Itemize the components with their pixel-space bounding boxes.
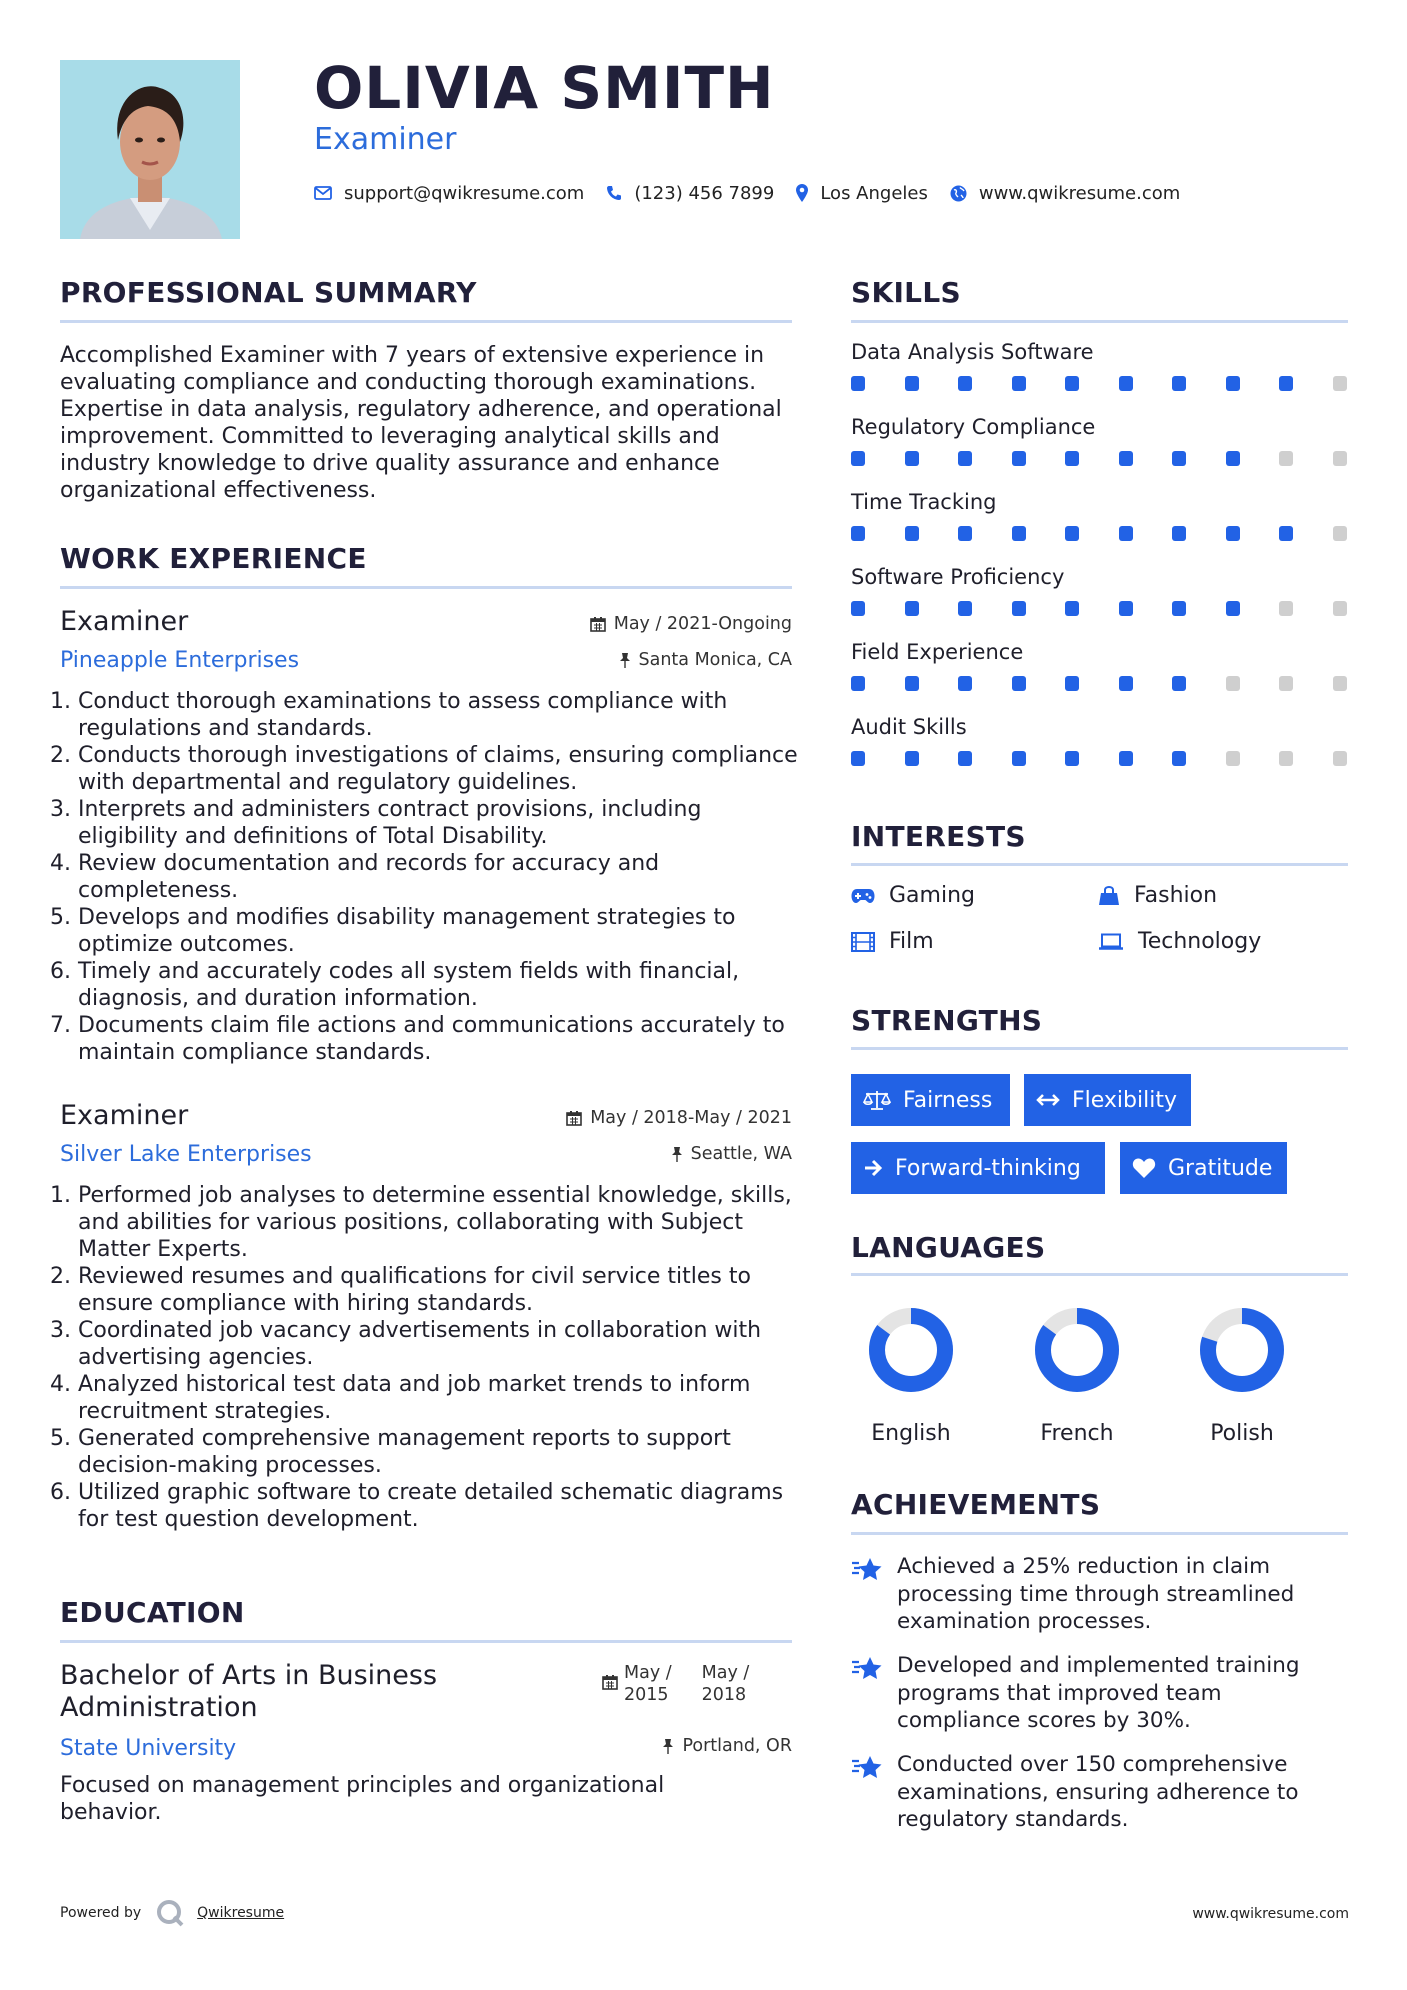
strength-badge	[1024, 1074, 1191, 1126]
job-duties	[60, 688, 802, 1066]
language-donut	[1017, 1305, 1137, 1395]
contact-bar	[314, 178, 1202, 208]
rating-dot-filled	[958, 526, 972, 541]
rating-dot-filled	[1065, 601, 1079, 616]
skill-row	[851, 415, 1348, 490]
rating-dot-empty	[1333, 676, 1347, 691]
rating-dot-empty	[1333, 601, 1347, 616]
rating-dot-filled	[905, 451, 919, 466]
education-divider	[60, 1640, 792, 1643]
star-achievement-icon	[851, 1656, 883, 1682]
summary-text: Accomplished Examiner with 7 years of extensive experience in evaluating compliance and conducting thorough examinations. Expertise in data analysis, regulatory adherence, and operational improvement. Committed to leveraging analytical skills and industry knowledge to drive quality assurance and enhance organizational effectiveness.	[60, 343, 782, 503]
language-item	[1182, 1305, 1302, 1446]
strength-label: Flexibility	[1072, 1087, 1177, 1113]
achievements-heading: ACHIEVEMENTS	[851, 1488, 1101, 1521]
rating-dot-filled	[1065, 376, 1079, 391]
languages-heading: LANGUAGES	[851, 1231, 1046, 1264]
education-location-text: Portland, OR	[682, 1736, 792, 1756]
language-name: English	[871, 1421, 951, 1446]
pushpin-icon	[671, 1146, 683, 1162]
language-item	[1017, 1305, 1137, 1446]
education-location	[500, 1736, 792, 1756]
languages-divider	[851, 1273, 1348, 1276]
interest-item	[1098, 883, 1217, 908]
contact-website[interactable]	[950, 183, 1180, 204]
job-dates	[500, 614, 792, 634]
strength-badge	[851, 1142, 1105, 1194]
summary-divider	[60, 320, 792, 323]
rating-dot-filled	[1012, 676, 1026, 691]
education-description: Focused on management principles and organizational behavior.	[60, 1773, 665, 1825]
language-item	[851, 1305, 971, 1446]
rating-dot-filled	[1279, 526, 1293, 541]
rating-dot-filled	[1012, 751, 1026, 766]
interest-label: Gaming	[889, 883, 975, 908]
calendar-icon	[602, 1674, 618, 1690]
star-achievement-icon	[851, 1557, 883, 1583]
duty-item: 6. Utilized graphic software to create detailed schematic diagrams for test question development.	[78, 1479, 802, 1533]
strength-badge	[851, 1074, 1010, 1126]
contact-website-text: www.qwikresume.com	[978, 182, 1181, 204]
rating-dot-filled	[851, 676, 865, 691]
language-donut	[851, 1305, 971, 1395]
rating-dot-filled	[1065, 451, 1079, 466]
duty-item: 1. Conduct thorough examinations to assess compliance with regulations and standards.	[78, 688, 802, 742]
pushpin-icon	[662, 1738, 674, 1754]
rating-dot-filled	[1172, 751, 1186, 766]
rating-dot-filled	[1226, 376, 1240, 391]
education-end-label: May /	[701, 1663, 750, 1683]
contact-phone[interactable]	[606, 183, 774, 204]
gamepad-icon	[851, 888, 875, 904]
rating-dot-filled	[1226, 451, 1240, 466]
achievement-text: Developed and implemented training programs that improved team compliance scores by 30%.	[897, 1653, 1300, 1733]
skill-name: Field Experience	[851, 640, 1024, 664]
achievement-item	[851, 1553, 1348, 1636]
interest-label: Film	[889, 929, 934, 954]
contact-location	[796, 183, 928, 204]
rating-dot-filled	[905, 601, 919, 616]
rating-dot-filled	[851, 376, 865, 391]
rating-dot-filled	[1119, 676, 1133, 691]
rating-dot-filled	[905, 526, 919, 541]
strength-label: Gratitude	[1168, 1155, 1273, 1181]
duty-item: 3. Coordinated job vacancy advertisements in collaboration with advertising agencies.	[78, 1317, 802, 1371]
job-duties	[60, 1182, 802, 1533]
skill-row	[851, 340, 1348, 415]
skill-name: Data Analysis Software	[851, 340, 1094, 364]
duty-item: 4. Analyzed historical test data and job market trends to inform recruitment strategies.	[78, 1371, 802, 1425]
rating-dot-empty	[1226, 676, 1240, 691]
interests-heading: INTERESTS	[851, 820, 1026, 853]
duty-item: 3. Interprets and administers contract provisions, including eligibility and definitions of Total Disability.	[78, 796, 802, 850]
degree-line-2: Administration	[60, 1692, 258, 1723]
education-heading: EDUCATION	[60, 1596, 245, 1629]
arrow-right-icon	[863, 1159, 883, 1177]
education-start	[624, 1662, 672, 1706]
rating-dot-filled	[1172, 601, 1186, 616]
rating-dot-filled	[1065, 751, 1079, 766]
rating-dot-filled	[1119, 751, 1133, 766]
powered-by-text: Powered by	[60, 1905, 142, 1921]
rating-dot-filled	[851, 751, 865, 766]
school-name: State University	[60, 1736, 237, 1761]
skill-name: Time Tracking	[851, 490, 997, 514]
language-name: French	[1040, 1421, 1114, 1446]
job-title: Examiner	[60, 1100, 189, 1131]
skill-rating	[851, 451, 1347, 466]
rating-dot-filled	[958, 376, 972, 391]
job-dates	[500, 1108, 792, 1128]
rating-dot-filled	[1012, 376, 1026, 391]
duty-item: 2. Reviewed resumes and qualifications for civil service titles to ensure compliance with hiring standards.	[78, 1263, 802, 1317]
contact-email-text: support@qwikresume.com	[344, 182, 585, 204]
degree-line-1: Bachelor of Arts in Business	[60, 1660, 438, 1691]
achievements-divider	[851, 1532, 1348, 1535]
rating-dot-filled	[851, 451, 865, 466]
strength-label: Fairness	[903, 1087, 993, 1113]
job-dates-text: May / 2021-Ongoing	[613, 614, 792, 634]
rating-dot-filled	[1065, 526, 1079, 541]
rating-dot-empty	[1279, 751, 1293, 766]
map-marker-icon	[796, 184, 808, 202]
rating-dot-filled	[851, 526, 865, 541]
rating-dot-filled	[1172, 526, 1186, 541]
job-company: Silver Lake Enterprises	[60, 1142, 312, 1167]
skill-rating	[851, 376, 1347, 391]
rating-dot-empty	[1279, 601, 1293, 616]
profile-photo	[60, 60, 240, 239]
contact-phone-text: (123) 456 7899	[634, 182, 775, 204]
skill-rating	[851, 526, 1347, 541]
rating-dot-empty	[1333, 526, 1347, 541]
experience-heading: WORK EXPERIENCE	[60, 542, 367, 575]
laptop-icon	[1098, 933, 1124, 951]
skills-list	[851, 340, 1348, 790]
rating-dot-filled	[1279, 376, 1293, 391]
rating-dot-filled	[958, 676, 972, 691]
skill-rating	[851, 601, 1347, 616]
rating-dot-filled	[851, 601, 865, 616]
job-title: Examiner	[60, 606, 189, 637]
job-location-text: Santa Monica, CA	[638, 650, 792, 670]
interests-divider	[851, 863, 1348, 866]
film-icon	[851, 932, 875, 952]
duty-item: 5. Develops and modifies disability management strategies to optimize outcomes.	[78, 904, 802, 958]
job-company: Pineapple Enterprises	[60, 648, 300, 673]
skill-row	[851, 640, 1348, 715]
skill-row	[851, 490, 1348, 565]
globe-icon	[950, 185, 967, 202]
pushpin-icon	[619, 652, 631, 668]
footer-website[interactable]: www.qwikresume.com	[1192, 1906, 1349, 1922]
languages-list	[851, 1305, 1348, 1445]
strength-badge	[1120, 1142, 1287, 1194]
rating-dot-filled	[1012, 601, 1026, 616]
skill-row	[851, 715, 1348, 790]
language-name: Polish	[1210, 1421, 1274, 1446]
education-end	[702, 1662, 750, 1706]
candidate-role: Examiner	[314, 122, 457, 157]
rating-dot-empty	[1333, 376, 1347, 391]
rating-dot-filled	[1172, 676, 1186, 691]
skills-divider	[851, 320, 1348, 323]
rating-dot-filled	[1226, 526, 1240, 541]
rating-dot-filled	[1012, 451, 1026, 466]
education-end-year: 2018	[701, 1685, 747, 1705]
rating-dot-empty	[1333, 751, 1347, 766]
balance-scale-icon	[863, 1089, 891, 1111]
arrows-horizontal-icon	[1036, 1093, 1060, 1107]
brand-link[interactable]: Qwikresume	[197, 1905, 285, 1921]
interest-item	[851, 883, 975, 908]
shopping-bag-icon	[1098, 886, 1120, 906]
rating-dot-filled	[1012, 526, 1026, 541]
job-dates-text: May / 2018-May / 2021	[590, 1108, 792, 1128]
candidate-name: OLIVIA SMITH	[314, 54, 775, 122]
rating-dot-filled	[958, 601, 972, 616]
interest-item	[851, 929, 934, 954]
achievement-item	[851, 1751, 1348, 1834]
rating-dot-empty	[1279, 676, 1293, 691]
envelope-icon	[314, 186, 332, 200]
star-achievement-icon	[851, 1755, 883, 1781]
heart-icon	[1132, 1157, 1156, 1179]
rating-dot-filled	[905, 376, 919, 391]
duty-item: 2. Conducts thorough investigations of claims, ensuring compliance with departmental and regulatory guidelines.	[78, 742, 802, 796]
contact-email[interactable]	[314, 183, 584, 204]
footer-powered-by	[60, 1898, 284, 1928]
achievement-text: Achieved a 25% reduction in claim processing time through streamlined examination processes.	[897, 1554, 1295, 1634]
strength-label: Forward-thinking	[895, 1155, 1081, 1181]
rating-dot-empty	[1226, 751, 1240, 766]
qwikresume-logo-icon	[155, 1898, 185, 1928]
job-location-text: Seattle, WA	[690, 1144, 792, 1164]
phone-icon	[606, 185, 622, 201]
rating-dot-empty	[1279, 451, 1293, 466]
rating-dot-filled	[1119, 526, 1133, 541]
experience-divider	[60, 586, 792, 589]
skill-name: Software Proficiency	[851, 565, 1065, 589]
strengths-divider	[851, 1047, 1348, 1050]
skills-heading: SKILLS	[851, 276, 961, 309]
duty-item: 5. Generated comprehensive management reports to support decision-making processes.	[78, 1425, 802, 1479]
rating-dot-filled	[1226, 601, 1240, 616]
calendar-icon	[590, 616, 606, 632]
rating-dot-filled	[958, 751, 972, 766]
interest-label: Fashion	[1134, 883, 1218, 908]
degree-title	[60, 1660, 540, 1724]
achievement-item	[851, 1652, 1348, 1735]
skill-rating	[851, 676, 1347, 691]
rating-dot-filled	[1119, 451, 1133, 466]
achievement-text: Conducted over 150 comprehensive examinations, ensuring adherence to regulatory standards.	[897, 1752, 1299, 1832]
duty-item: 7. Documents claim file actions and communications accurately to maintain compliance standards.	[78, 1012, 802, 1066]
rating-dot-empty	[1333, 451, 1347, 466]
skill-row	[851, 565, 1348, 640]
strengths-heading: STRENGTHS	[851, 1004, 1043, 1037]
duty-item: 4. Review documentation and records for accuracy and completeness.	[78, 850, 802, 904]
education-start-year: 2015	[624, 1685, 669, 1705]
education-start-label: May /	[624, 1663, 672, 1683]
rating-dot-filled	[905, 751, 919, 766]
rating-dot-filled	[905, 676, 919, 691]
job-location	[500, 1144, 792, 1164]
rating-dot-filled	[1172, 451, 1186, 466]
calendar-icon	[566, 1110, 582, 1126]
rating-dot-filled	[1065, 676, 1079, 691]
job-location	[500, 650, 792, 670]
duty-item: 6. Timely and accurately codes all system fields with financial, diagnosis, and duration information.	[78, 958, 802, 1012]
language-donut	[1182, 1305, 1302, 1395]
rating-dot-filled	[958, 451, 972, 466]
skill-name: Regulatory Compliance	[851, 415, 1096, 439]
contact-location-text: Los Angeles	[820, 182, 928, 204]
summary-heading: PROFESSIONAL SUMMARY	[60, 276, 477, 309]
education-dates	[602, 1662, 749, 1706]
rating-dot-filled	[1172, 376, 1186, 391]
rating-dot-filled	[1119, 376, 1133, 391]
rating-dot-filled	[1119, 601, 1133, 616]
interest-label: Technology	[1138, 929, 1262, 954]
skill-name: Audit Skills	[851, 715, 967, 739]
skill-rating	[851, 751, 1347, 766]
duty-item: 1. Performed job analyses to determine essential knowledge, skills, and abilities for various positions, collaborating with Subject Matter Experts.	[78, 1182, 802, 1263]
interest-item	[1098, 929, 1261, 954]
